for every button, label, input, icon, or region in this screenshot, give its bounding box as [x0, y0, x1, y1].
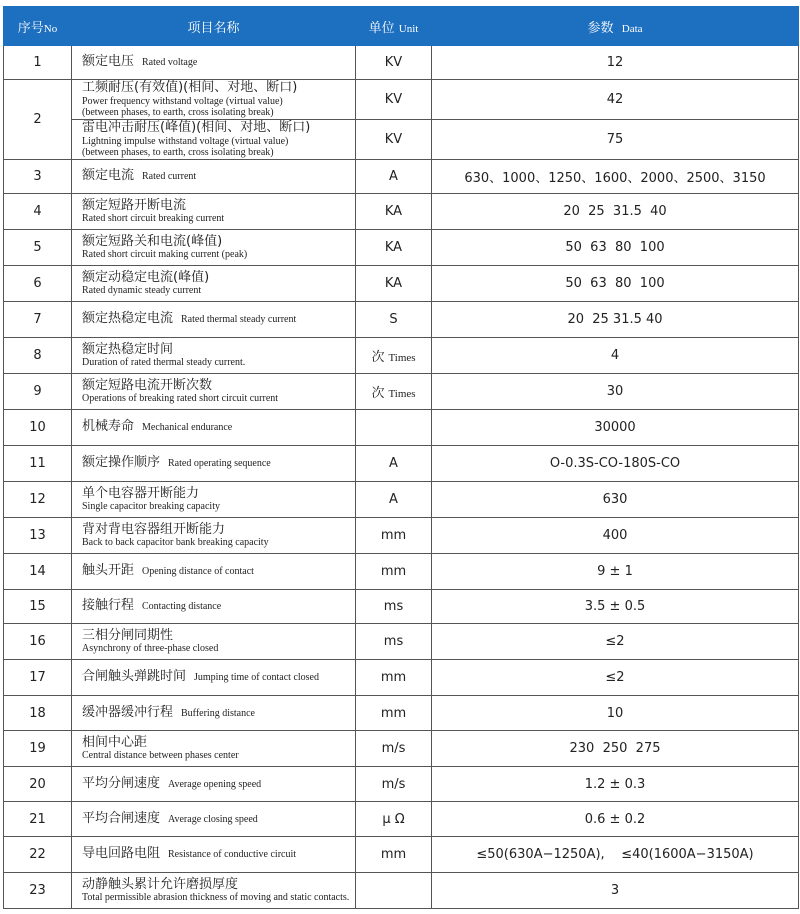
item-name-zh: 平均分闸速度	[82, 775, 161, 791]
item-name-en: Operations of breaking rated short circuit current	[82, 393, 279, 405]
item-name	[72, 302, 356, 338]
item-unit	[356, 446, 432, 482]
row-number: 14	[4, 554, 72, 590]
item-value: ≤50(630A−1250A), ≤40(1600A−3150A)	[432, 837, 799, 873]
item-unit-symbol: KV	[384, 55, 403, 70]
item-value: 30000	[432, 410, 799, 446]
row-number: 4	[4, 194, 72, 230]
item-name	[72, 230, 356, 266]
item-unit-symbol: KV	[384, 132, 403, 147]
item-unit	[356, 873, 432, 909]
item-name	[72, 802, 356, 837]
table-row	[4, 80, 799, 120]
item-name-en: Average closing speed	[168, 813, 258, 825]
item-unit-symbol: mm	[380, 705, 407, 721]
item-unit	[356, 302, 432, 338]
item-value: 50 63 80 100	[432, 230, 799, 266]
table-row	[4, 374, 799, 410]
item-unit-symbol: A	[389, 492, 398, 507]
item-value: 0.6 ± 0.2	[432, 802, 799, 837]
item-unit-symbol: A	[389, 456, 398, 471]
item-unit	[356, 624, 432, 660]
row-number: 8	[4, 338, 72, 374]
row-number: 7	[4, 302, 72, 338]
item-name	[72, 590, 356, 624]
item-unit	[356, 194, 432, 230]
item-value: 9 ± 1	[432, 554, 799, 590]
item-unit-symbol: 次	[371, 386, 385, 401]
item-name-zh: 单个电容器开断能力	[82, 485, 200, 501]
item-name-zh: 接触行程	[82, 598, 135, 614]
table-row	[4, 160, 799, 194]
item-unit	[356, 482, 432, 518]
item-name-en-note: (between phases, to earth, cross isolating break)	[82, 106, 274, 118]
row-number: 6	[4, 266, 72, 302]
header-name: 项目名称	[72, 7, 356, 46]
table-row	[4, 802, 799, 837]
item-unit	[356, 518, 432, 554]
item-value: 630	[432, 482, 799, 518]
item-name-en: Total permissible abrasion thickness of moving and static contacts.	[82, 892, 350, 904]
item-unit	[356, 554, 432, 590]
item-unit	[356, 837, 432, 873]
row-number: 16	[4, 624, 72, 660]
item-value: ≤2	[432, 660, 799, 696]
item-value: 3.5 ± 0.5	[432, 590, 799, 624]
item-name-zh: 额定短路关和电流(峰值)	[82, 233, 223, 249]
item-unit-en: Times	[388, 388, 416, 400]
item-name	[72, 837, 356, 873]
item-unit-symbol: mm	[380, 670, 407, 685]
item-name-zh: 额定动稳定电流(峰值)	[82, 269, 210, 285]
table-row	[4, 230, 799, 266]
row-number: 2	[4, 80, 72, 160]
item-unit-symbol: m/s	[381, 776, 406, 792]
item-name-zh: 额定短路电流开断次数	[82, 377, 213, 393]
item-name-zh: 额定操作顺序	[82, 455, 161, 471]
item-unit-symbol: ms	[383, 634, 404, 649]
item-unit-symbol: KA	[384, 204, 403, 219]
item-unit	[356, 160, 432, 194]
row-number: 12	[4, 482, 72, 518]
row-number: 10	[4, 410, 72, 446]
item-name-en: Central distance between phases center	[82, 750, 239, 762]
item-name	[72, 554, 356, 590]
table-row	[4, 410, 799, 446]
table-row	[4, 338, 799, 374]
item-value: 630、1000、1250、1600、2000、2500、3150	[432, 160, 799, 194]
table-row	[4, 624, 799, 660]
item-unit-symbol: A	[389, 169, 398, 184]
item-unit-symbol: mm	[380, 528, 407, 543]
table-row	[4, 518, 799, 554]
item-name	[72, 731, 356, 767]
table-row	[4, 46, 799, 80]
table-row	[4, 873, 799, 909]
item-name	[72, 338, 356, 374]
item-name-en: Duration of rated thermal steady current.	[82, 357, 246, 369]
item-unit-symbol: 次	[371, 350, 385, 365]
item-unit	[356, 46, 432, 80]
item-name	[72, 194, 356, 230]
row-number: 18	[4, 696, 72, 731]
item-name	[72, 482, 356, 518]
row-number: 22	[4, 837, 72, 873]
item-name-en: Average opening speed	[168, 778, 262, 790]
item-value: 50 63 80 100	[432, 266, 799, 302]
table-row	[4, 554, 799, 590]
item-unit	[356, 120, 432, 160]
item-name-zh: 额定短路开断电流	[82, 197, 187, 213]
item-name-en: Rated voltage	[142, 57, 198, 69]
item-unit-symbol: S	[389, 312, 398, 327]
item-name	[72, 767, 356, 802]
item-value: 42	[432, 80, 799, 120]
table-row	[4, 590, 799, 624]
item-unit-symbol: KA	[384, 240, 403, 255]
item-name-en: Opening distance of contact	[142, 566, 254, 578]
item-name-zh: 缓冲器缓冲行程	[82, 704, 174, 720]
item-name-en: Jumping time of contact closed	[194, 672, 319, 684]
item-unit	[356, 266, 432, 302]
item-unit-symbol: ms	[383, 599, 404, 614]
item-unit	[356, 731, 432, 767]
item-name-en: Rated short circuit breaking current	[82, 213, 225, 225]
item-name-zh: 额定电流	[82, 168, 135, 184]
table-row	[4, 767, 799, 802]
item-name-en: Rated dynamic steady current	[82, 285, 202, 297]
row-number: 13	[4, 518, 72, 554]
item-name	[72, 374, 356, 410]
item-name-zh: 触头开距	[82, 563, 135, 579]
table-row	[4, 731, 799, 767]
header-unit: 单位 Unit	[356, 7, 432, 46]
item-name-en: Rated current	[142, 171, 197, 183]
item-name-en: Lightning impulse withstand voltage (virtual value)	[82, 135, 289, 147]
item-unit	[356, 374, 432, 410]
item-unit	[356, 80, 432, 120]
item-unit-symbol: KA	[384, 276, 403, 291]
item-unit	[356, 660, 432, 696]
row-number: 21	[4, 802, 72, 837]
item-value: 20 25 31.5 40	[432, 302, 799, 338]
item-name-zh: 背对背电容器组开断能力	[82, 521, 226, 537]
item-name-zh: 机械寿命	[82, 419, 135, 435]
item-value: 400	[432, 518, 799, 554]
item-unit-symbol: mm	[380, 847, 407, 862]
table-row	[4, 194, 799, 230]
row-number: 15	[4, 590, 72, 624]
item-name-zh: 额定热稳定电流	[82, 311, 174, 327]
item-name-en: Rated operating sequence	[168, 458, 271, 470]
table-row	[4, 302, 799, 338]
item-name	[72, 446, 356, 482]
row-number: 9	[4, 374, 72, 410]
item-name	[72, 266, 356, 302]
spec-table	[3, 6, 799, 909]
row-number: 1	[4, 46, 72, 80]
item-value: ≤2	[432, 624, 799, 660]
item-name-zh: 额定电压	[82, 54, 135, 70]
item-name-zh: 合闸触头弹跳时间	[82, 669, 187, 685]
item-name	[72, 120, 356, 160]
table-row	[4, 446, 799, 482]
item-name	[72, 80, 356, 120]
table-row	[4, 266, 799, 302]
item-name	[72, 518, 356, 554]
item-value: 230 250 275	[432, 731, 799, 767]
table-row	[4, 837, 799, 873]
item-name-zh: 三相分闸同期性	[82, 627, 174, 643]
row-number: 5	[4, 230, 72, 266]
header-row	[4, 7, 799, 46]
item-name-en: Resistance of conductive circuit	[168, 849, 297, 861]
row-number: 19	[4, 731, 72, 767]
item-name-en: Asynchrony of three-phase closed	[82, 643, 219, 655]
item-value: 75	[432, 120, 799, 160]
item-name-zh: 导电回路电阻	[82, 846, 161, 862]
item-unit-symbol: mm	[380, 564, 407, 579]
item-unit	[356, 338, 432, 374]
row-number: 17	[4, 660, 72, 696]
item-name-en: Contacting distance	[142, 601, 222, 613]
row-number: 11	[4, 446, 72, 482]
row-number: 20	[4, 767, 72, 802]
item-name-en: Single capacitor breaking capacity	[82, 501, 220, 513]
item-name	[72, 410, 356, 446]
item-name	[72, 46, 356, 80]
header-data: 参数 Data	[432, 7, 799, 46]
row-number: 3	[4, 160, 72, 194]
item-name-zh: 平均合闸速度	[82, 810, 161, 826]
item-unit-symbol: μ Ω	[382, 811, 405, 827]
item-name	[72, 873, 356, 909]
item-value: 30	[432, 374, 799, 410]
row-number: 23	[4, 873, 72, 909]
item-unit	[356, 590, 432, 624]
item-unit-en: Times	[388, 352, 416, 364]
header-no: 序号No	[4, 7, 72, 46]
item-unit	[356, 230, 432, 266]
item-name-en: Back to back capacitor bank breaking capacity	[82, 537, 269, 549]
item-value: 1.2 ± 0.3	[432, 767, 799, 802]
item-name	[72, 624, 356, 660]
item-unit	[356, 696, 432, 731]
item-name-en: Mechanical endurance	[142, 422, 233, 434]
item-value: 4	[432, 338, 799, 374]
item-unit-symbol: m/s	[381, 741, 406, 756]
item-value: 3	[432, 873, 799, 909]
item-name-en-note: (between phases, to earth, cross isolating break)	[82, 146, 274, 158]
item-name-en: Rated short circuit making current (peak)	[82, 249, 248, 261]
item-name-en: Rated thermal steady current	[181, 314, 297, 326]
item-unit-symbol: KV	[384, 92, 403, 107]
item-value: 20 25 31.5 40	[432, 194, 799, 230]
item-name-zh: 额定热稳定时间	[82, 341, 174, 357]
item-unit	[356, 802, 432, 837]
item-name-en: Buffering distance	[181, 707, 255, 719]
item-unit	[356, 767, 432, 802]
table-row	[4, 120, 799, 160]
item-value: 12	[432, 46, 799, 80]
table-row	[4, 660, 799, 696]
item-name	[72, 696, 356, 731]
item-name-zh: 动静触头累计允许磨损厚度	[82, 876, 239, 892]
item-name-zh: 工频耐压(有效值)(相间、对地、断口)	[82, 80, 298, 96]
item-name	[72, 660, 356, 696]
item-value: O-0.3S-CO-180S-CO	[432, 446, 799, 482]
table-row	[4, 482, 799, 518]
item-name-zh: 相间中心距	[82, 734, 148, 750]
item-value: 10	[432, 696, 799, 731]
item-name	[72, 160, 356, 194]
item-name-en: Power frequency withstand voltage (virtual value)	[82, 95, 283, 107]
item-name-zh: 雷电冲击耐压(峰值)(相间、对地、断口)	[82, 120, 311, 136]
table-row	[4, 696, 799, 731]
item-unit	[356, 410, 432, 446]
